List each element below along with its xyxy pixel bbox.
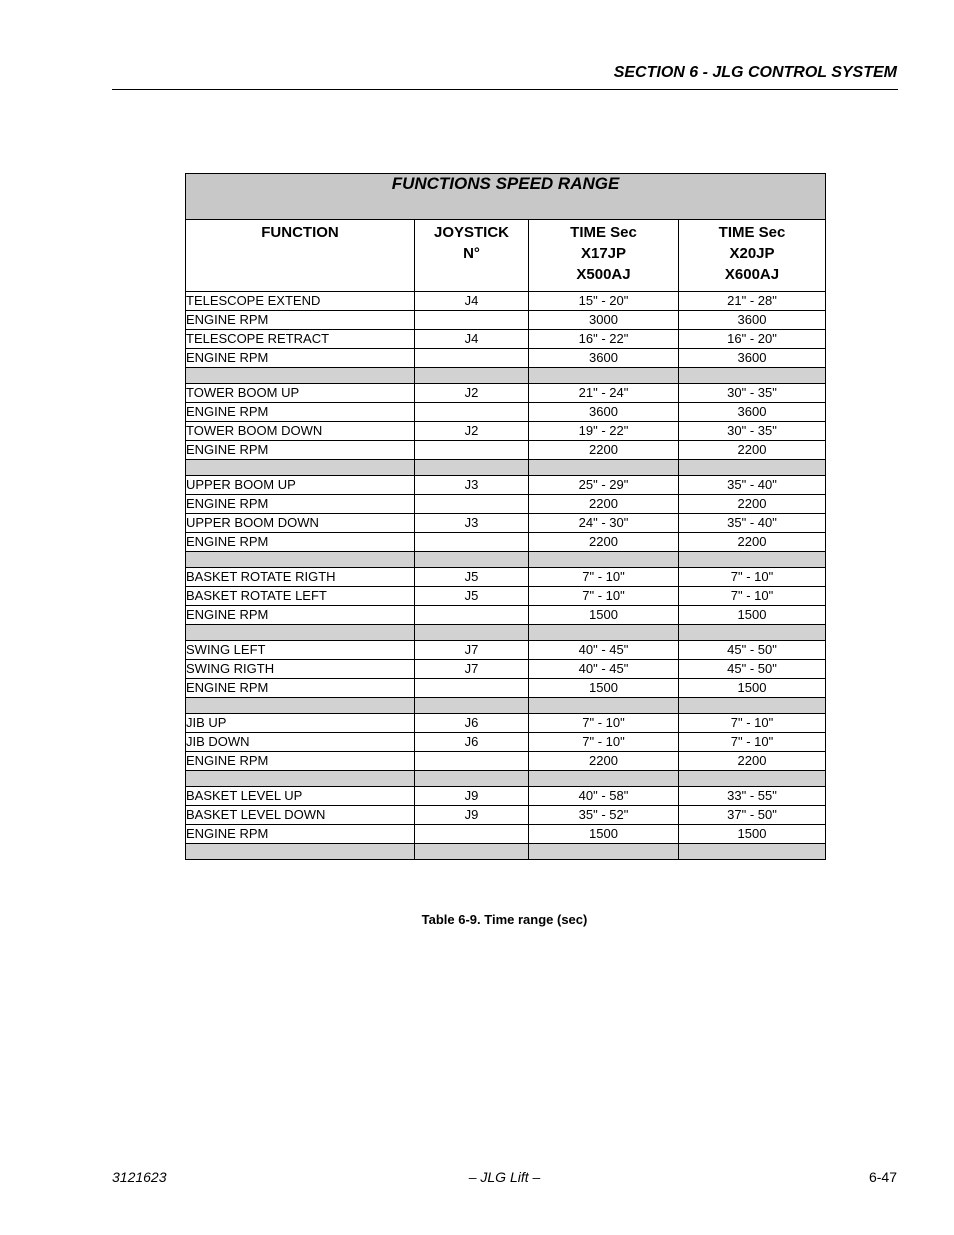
value-cell: 7" - 10" bbox=[679, 587, 826, 606]
function-cell: SWING RIGTH bbox=[186, 660, 415, 679]
table-row bbox=[186, 384, 826, 403]
value-cell: 2200 bbox=[679, 495, 826, 514]
column-header bbox=[679, 220, 826, 292]
separator-cell bbox=[415, 368, 529, 384]
table-row bbox=[186, 349, 826, 368]
footer-page-number: 6-47 bbox=[868, 1169, 897, 1185]
separator-cell bbox=[415, 844, 529, 860]
value-cell: 30" - 35" bbox=[679, 384, 826, 403]
separator-cell bbox=[186, 368, 415, 384]
function-cell: ENGINE RPM bbox=[186, 495, 415, 514]
value-cell: 2200 bbox=[529, 533, 679, 552]
table-row bbox=[186, 733, 826, 752]
value-cell: 35" - 52" bbox=[529, 806, 679, 825]
separator-cell bbox=[679, 771, 826, 787]
function-cell: UPPER BOOM DOWN bbox=[186, 514, 415, 533]
value-cell: 1500 bbox=[529, 825, 679, 844]
table-row bbox=[186, 825, 826, 844]
value-cell: 7" - 10" bbox=[529, 733, 679, 752]
function-cell: BASKET ROTATE RIGTH bbox=[186, 568, 415, 587]
value-cell: J9 bbox=[415, 806, 529, 825]
value-cell: 15" - 20" bbox=[529, 292, 679, 311]
column-header-line: JOYSTICK bbox=[433, 224, 509, 241]
separator-cell bbox=[679, 460, 826, 476]
table-row bbox=[186, 787, 826, 806]
value-cell bbox=[415, 495, 529, 514]
functions-speed-table bbox=[185, 173, 826, 860]
column-header-row bbox=[186, 220, 826, 292]
column-header-line: X500AJ bbox=[576, 266, 631, 283]
value-cell: 3600 bbox=[529, 349, 679, 368]
value-cell: 2200 bbox=[529, 495, 679, 514]
column-header-line: TIME Sec bbox=[718, 224, 786, 241]
table-row bbox=[186, 660, 826, 679]
separator-cell bbox=[415, 698, 529, 714]
value-cell: 2200 bbox=[679, 752, 826, 771]
value-cell: 33" - 55" bbox=[679, 787, 826, 806]
value-cell: J3 bbox=[415, 476, 529, 495]
separator-cell bbox=[529, 844, 679, 860]
value-cell: 16" - 20" bbox=[679, 330, 826, 349]
value-cell: 1500 bbox=[679, 679, 826, 698]
separator-cell bbox=[415, 625, 529, 641]
value-cell: 7" - 10" bbox=[529, 587, 679, 606]
separator-cell bbox=[529, 698, 679, 714]
value-cell: 21" - 28" bbox=[679, 292, 826, 311]
separator-cell bbox=[415, 771, 529, 787]
function-cell: ENGINE RPM bbox=[186, 403, 415, 422]
value-cell: 3600 bbox=[679, 403, 826, 422]
value-cell: 1500 bbox=[679, 825, 826, 844]
separator-cell bbox=[679, 625, 826, 641]
function-cell: JIB DOWN bbox=[186, 733, 415, 752]
group-separator-row bbox=[186, 368, 826, 384]
table-row bbox=[186, 806, 826, 825]
function-cell: ENGINE RPM bbox=[186, 825, 415, 844]
table-row bbox=[186, 403, 826, 422]
table-row bbox=[186, 641, 826, 660]
value-cell: 30" - 35" bbox=[679, 422, 826, 441]
separator-cell bbox=[186, 771, 415, 787]
column-header bbox=[186, 220, 415, 292]
value-cell: 40" - 58" bbox=[529, 787, 679, 806]
value-cell: J4 bbox=[415, 292, 529, 311]
value-cell: 35" - 40" bbox=[679, 476, 826, 495]
column-header bbox=[415, 220, 529, 292]
column-header-line: X600AJ bbox=[724, 266, 780, 283]
value-cell bbox=[415, 825, 529, 844]
table-row bbox=[186, 587, 826, 606]
group-separator-row bbox=[186, 460, 826, 476]
separator-cell bbox=[529, 771, 679, 787]
function-cell: TOWER BOOM DOWN bbox=[186, 422, 415, 441]
value-cell: 7" - 10" bbox=[679, 733, 826, 752]
table-row bbox=[186, 422, 826, 441]
value-cell: 1500 bbox=[679, 606, 826, 625]
group-separator-row bbox=[186, 698, 826, 714]
value-cell: J7 bbox=[415, 660, 529, 679]
value-cell: 1500 bbox=[529, 606, 679, 625]
value-cell: J9 bbox=[415, 787, 529, 806]
value-cell: J6 bbox=[415, 714, 529, 733]
separator-cell bbox=[415, 460, 529, 476]
group-separator-row bbox=[186, 552, 826, 568]
section-title: SECTION 6 - JLG CONTROL SYSTEM bbox=[613, 64, 897, 81]
value-cell: 2200 bbox=[679, 441, 826, 460]
separator-cell bbox=[679, 698, 826, 714]
function-cell: TELESCOPE RETRACT bbox=[186, 330, 415, 349]
value-cell: 24" - 30" bbox=[529, 514, 679, 533]
function-cell: ENGINE RPM bbox=[186, 679, 415, 698]
table-row bbox=[186, 330, 826, 349]
value-cell bbox=[415, 441, 529, 460]
value-cell: 7" - 10" bbox=[529, 568, 679, 587]
separator-cell bbox=[529, 460, 679, 476]
table-row bbox=[186, 606, 826, 625]
value-cell: 19" - 22" bbox=[529, 422, 679, 441]
value-cell bbox=[415, 752, 529, 771]
function-cell: ENGINE RPM bbox=[186, 441, 415, 460]
function-cell: BASKET ROTATE LEFT bbox=[186, 587, 415, 606]
table-row bbox=[186, 292, 826, 311]
table-row bbox=[186, 679, 826, 698]
separator-cell bbox=[186, 625, 415, 641]
value-cell: J3 bbox=[415, 514, 529, 533]
value-cell: 3600 bbox=[679, 349, 826, 368]
table-row bbox=[186, 311, 826, 330]
value-cell: 25" - 29" bbox=[529, 476, 679, 495]
separator-cell bbox=[415, 552, 529, 568]
table-body bbox=[186, 292, 826, 860]
separator-cell bbox=[679, 368, 826, 384]
separator-cell bbox=[186, 460, 415, 476]
value-cell: J4 bbox=[415, 330, 529, 349]
value-cell: J5 bbox=[415, 568, 529, 587]
value-cell bbox=[415, 349, 529, 368]
value-cell: J6 bbox=[415, 733, 529, 752]
value-cell: 3600 bbox=[529, 403, 679, 422]
value-cell: 2200 bbox=[529, 441, 679, 460]
value-cell: 3000 bbox=[529, 311, 679, 330]
separator-cell bbox=[186, 844, 415, 860]
table-row bbox=[186, 533, 826, 552]
value-cell bbox=[415, 679, 529, 698]
table-row bbox=[186, 568, 826, 587]
separator-cell bbox=[529, 368, 679, 384]
value-cell: 35" - 40" bbox=[679, 514, 826, 533]
separator-cell bbox=[186, 552, 415, 568]
value-cell: 7" - 10" bbox=[679, 568, 826, 587]
value-cell: 7" - 10" bbox=[679, 714, 826, 733]
table-row bbox=[186, 752, 826, 771]
value-cell: J2 bbox=[415, 384, 529, 403]
header-divider bbox=[112, 89, 898, 90]
value-cell bbox=[415, 311, 529, 330]
value-cell bbox=[415, 606, 529, 625]
separator-cell bbox=[679, 844, 826, 860]
table-row bbox=[186, 514, 826, 533]
value-cell: 1500 bbox=[529, 679, 679, 698]
function-cell: TOWER BOOM UP bbox=[186, 384, 415, 403]
separator-cell bbox=[529, 552, 679, 568]
table-row bbox=[186, 476, 826, 495]
function-cell: BASKET LEVEL UP bbox=[186, 787, 415, 806]
function-cell: ENGINE RPM bbox=[186, 606, 415, 625]
value-cell: 2200 bbox=[529, 752, 679, 771]
value-cell: 40" - 45" bbox=[529, 641, 679, 660]
value-cell: 40" - 45" bbox=[529, 660, 679, 679]
column-header-line: FUNCTION bbox=[261, 224, 339, 241]
value-cell: 45" - 50" bbox=[679, 641, 826, 660]
function-cell: ENGINE RPM bbox=[186, 349, 415, 368]
value-cell: J7 bbox=[415, 641, 529, 660]
function-cell: SWING LEFT bbox=[186, 641, 415, 660]
value-cell bbox=[415, 403, 529, 422]
function-cell: BASKET LEVEL DOWN bbox=[186, 806, 415, 825]
value-cell: 37" - 50" bbox=[679, 806, 826, 825]
table-row bbox=[186, 495, 826, 514]
function-cell: TELESCOPE EXTEND bbox=[186, 292, 415, 311]
function-cell: JIB UP bbox=[186, 714, 415, 733]
column-header-line: X20JP bbox=[729, 245, 775, 262]
function-cell: UPPER BOOM UP bbox=[186, 476, 415, 495]
footer-doc-number: 3121623 bbox=[112, 1169, 167, 1185]
table-title: FUNCTIONS SPEED RANGE bbox=[186, 174, 826, 220]
table-caption: Table 6-9. Time range (sec) bbox=[421, 912, 588, 927]
value-cell: 3600 bbox=[679, 311, 826, 330]
value-cell: 7" - 10" bbox=[529, 714, 679, 733]
footer-publisher: – JLG Lift – bbox=[468, 1169, 541, 1185]
group-separator-row bbox=[186, 771, 826, 787]
table-row bbox=[186, 714, 826, 733]
value-cell: 16" - 22" bbox=[529, 330, 679, 349]
function-cell: ENGINE RPM bbox=[186, 311, 415, 330]
function-cell: ENGINE RPM bbox=[186, 752, 415, 771]
group-separator-row bbox=[186, 625, 826, 641]
separator-cell bbox=[186, 698, 415, 714]
value-cell bbox=[415, 533, 529, 552]
column-header bbox=[529, 220, 679, 292]
column-header-line: N° bbox=[463, 245, 480, 262]
value-cell: J2 bbox=[415, 422, 529, 441]
column-header-line: X17JP bbox=[580, 245, 627, 262]
value-cell: 2200 bbox=[679, 533, 826, 552]
column-header-line: TIME Sec bbox=[570, 224, 637, 241]
group-separator-row bbox=[186, 844, 826, 860]
value-cell: J5 bbox=[415, 587, 529, 606]
function-cell: ENGINE RPM bbox=[186, 533, 415, 552]
value-cell: 21" - 24" bbox=[529, 384, 679, 403]
table-row bbox=[186, 441, 826, 460]
separator-cell bbox=[529, 625, 679, 641]
value-cell: 45" - 50" bbox=[679, 660, 826, 679]
separator-cell bbox=[679, 552, 826, 568]
